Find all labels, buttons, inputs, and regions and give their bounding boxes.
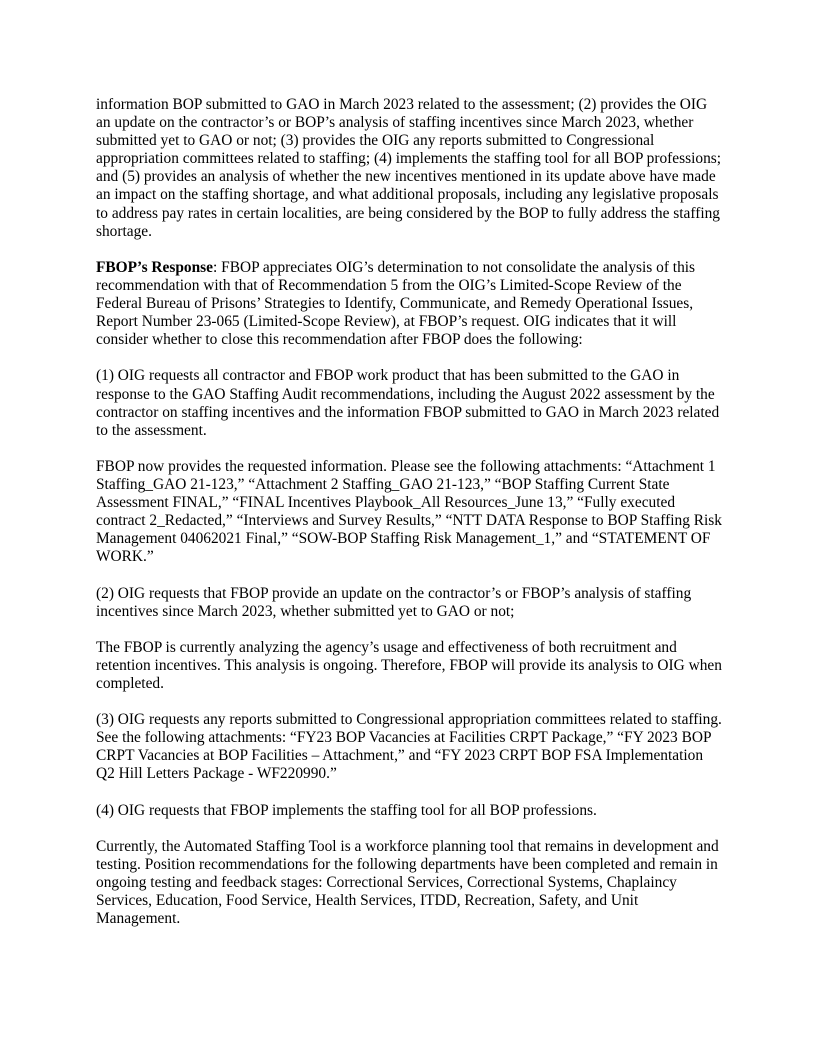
paragraph-attachments-1: FBOP now provides the requested information. Please see the following attachments: “Attachment 1 Staffing_GAO 21-123,” “Attachment 2 Staffing_GAO 21-123,” “BOP Staffing Current State Assessment FINAL,” “FINAL Incentives Playbook_All Resources_June 13,” “Fully executed contract 2_Redacted,” “Interviews and Survey Results,” “NTT DATA Response to BOP Staffing Risk Management 04062021 Final,” “SOW-BOP Staffing Risk Management_1,” and “STATEMENT OF WORK.” [96,457,722,566]
paragraph-analysis-status: The FBOP is currently analyzing the agency’s usage and effectiveness of both recruitment and retention incentives. This analysis is ongoing. Therefore, FBOP will provide its analysis to OIG when completed. [96,638,722,692]
paragraph-request-3: (3) OIG requests any reports submitted to Congressional appropriation committees related to staffing. See the following attachments: “FY23 BOP Vacancies at Facilities CRPT Package,” “FY 2023 BOP CRPT Vacancies at BOP Facilities – Attachment,” and “FY 2023 CRPT BOP FSA Implementation Q2 Hill Letters Package - WF220990.” [96,711,722,783]
response-heading: FBOP’s Response [96,258,214,276]
paragraph-request-1: (1) OIG requests all contractor and FBOP work product that has been submitted to the GAO in response to the GAO Staffing Audit recommendations, including the August 2022 assessment by the contractor on staffing incentives and the information FBOP submitted to GAO in March 2023 related to the assessment. [96,367,720,439]
paragraph-fbop-response [96,259,724,349]
paragraph-recommendation-summary: information BOP submitted to GAO in March 2023 related to the assessment; (2) provides the OIG an update on the contractor’s or BOP’s analysis of staffing incentives since March 2023, whether submitted yet to GAO or not; (3) provides the OIG any reports submitted to Congressional appropriation committees related to staffing; (4) implements the staffing tool for all BOP professions; and (5) provides an analysis of whether the new incentives mentioned in its update above have made an impact on the staffing shortage, and what additional proposals, including any legislative proposals to address pay rates in certain localities, are being considered by the BOP to fully address the staffing shortage. [96,96,722,240]
paragraph-request-2: (2) OIG requests that FBOP provide an update on the contractor’s or FBOP’s analysis of staffing incentives since March 2023, whether submitted yet to GAO or not; [96,584,692,620]
paragraph-staffing-tool-status: Currently, the Automated Staffing Tool is a workforce planning tool that remains in development and testing. Position recommendations for the following departments have been completed and remain in ongoing testing and feedback stages: Correctional Services, Correctional Systems, Chaplaincy Services, Education, Food Service, Health Services, ITDD, Recreation, Safety, and Unit Management. [96,837,719,928]
document-page [96,96,724,946]
paragraph-request-4: (4) OIG requests that FBOP implements the staffing tool for all BOP professions. [96,801,597,819]
response-text: : FBOP appreciates OIG’s determination to not consolidate the analysis of this recommendation with that of Recommendation 5 from the OIG’s Limited-Scope Review of the Federal Bureau of Prisons’ Strategies to Identify, Communicate, and Remedy Operational Issues, Report Number 23-065 (Limited-Scope Review), at FBOP’s request. OIG indicates that it will consider whether to close this recommendation after FBOP does the following: [96,258,696,349]
